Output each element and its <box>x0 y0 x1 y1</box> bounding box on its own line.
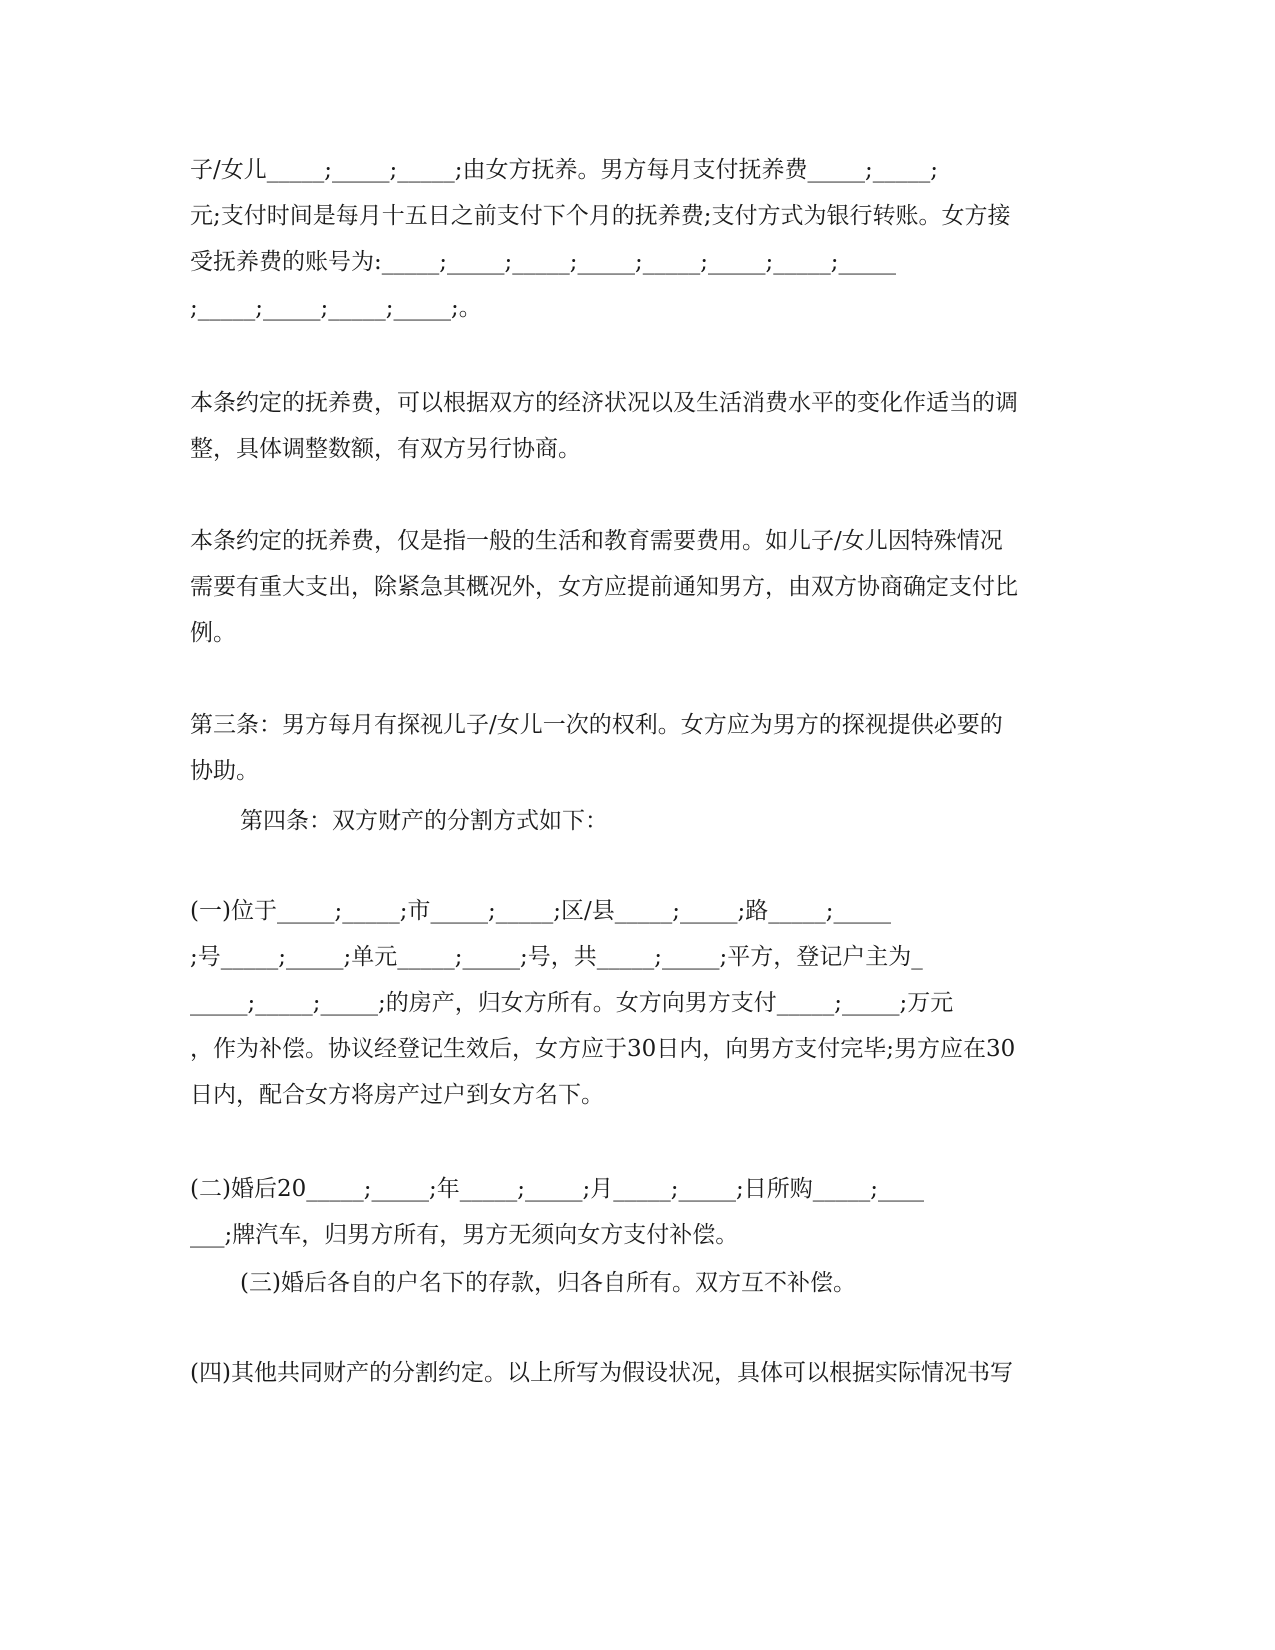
text-line: (一)位于_____;_____;市_____;_____;区/县_____;_____;路_____;_____ <box>190 898 891 924</box>
text-line: 受抚养费的账号为:_____;_____;_____;_____;_____;_____;_____;_____ <box>190 249 896 275</box>
text-line: 整，具体调整数额，有双方另行协商。 <box>190 436 581 462</box>
text-line: 本条约定的抚养费，可以根据双方的经济状况以及生活消费水平的变化作适当的调 <box>190 390 1018 416</box>
text-line: 本条约定的抚养费，仅是指一般的生活和教育需要费用。如儿子/女儿因特殊情况 <box>190 528 1003 554</box>
text-line: 协助。 <box>190 758 259 784</box>
text-line: 日内，配合女方将房产过户到女方名下。 <box>190 1082 604 1108</box>
text-line: _____;_____;_____;的房产，归女方所有。女方向男方支付_____;_____;万元 <box>190 990 954 1016</box>
text-line: ___;牌汽车，归男方所有，男方无须向女方支付补偿。 <box>190 1222 739 1248</box>
text-line: 第三条：男方每月有探视儿子/女儿一次的权利。女方应为男方的探视提供必要的 <box>190 712 1003 738</box>
text-line: 子/女儿_____;_____;_____;由女方抚养。男方每月支付抚养费_____;_____; <box>190 157 938 183</box>
text-line: (三)婚后各自的户名下的存款，归各自所有。双方互不补偿。 <box>240 1270 856 1296</box>
text-line: (二)婚后20_____;_____;年_____;_____;月_____;_____;日所购_____;____ <box>190 1176 924 1202</box>
text-line: ，作为补偿。协议经登记生效后，女方应于30日内，向男方支付完毕;男方应在30 <box>190 1036 1016 1062</box>
text-line: 需要有重大支出，除紧急其概况外，女方应提前通知男方，由双方协商确定支付比 <box>190 574 1018 600</box>
text-line: ;_____;_____;_____;_____;。 <box>190 295 482 321</box>
text-line: 元;支付时间是每月十五日之前支付下个月的抚养费;支付方式为银行转账。女方接 <box>190 203 1011 229</box>
text-line: 例。 <box>190 620 236 646</box>
text-line: ;号_____;_____;单元_____;_____;号，共_____;_____;平方，登记户主为_ <box>190 944 923 970</box>
text-line: (四)其他共同财产的分割约定。以上所写为假设状况，具体可以根据实际情况书写 <box>190 1360 1013 1386</box>
article-heading: 第四条：双方财产的分割方式如下： <box>240 808 608 834</box>
